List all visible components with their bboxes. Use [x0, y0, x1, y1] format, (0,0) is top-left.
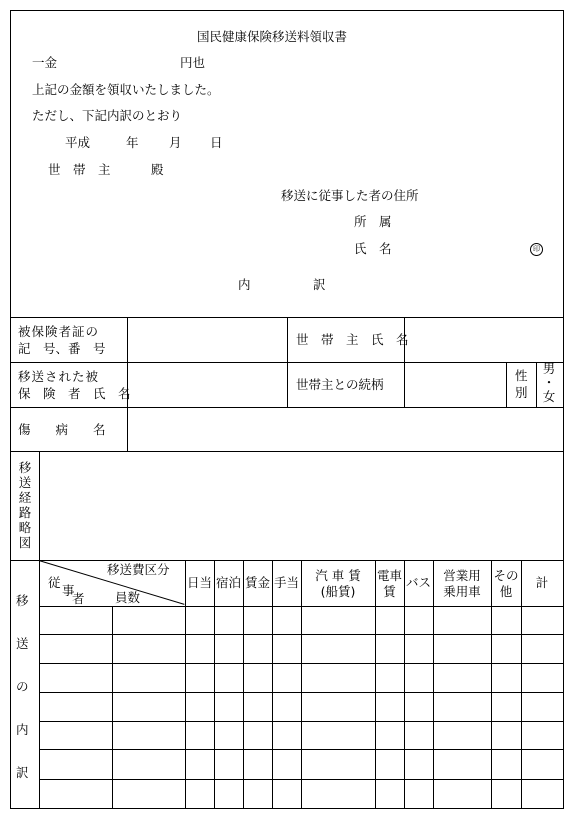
rule [272, 560, 273, 808]
col-header-daily-allowance: 日当 [186, 575, 212, 590]
insured-card-label: 被保険者証の [18, 324, 100, 339]
rule [536, 362, 537, 407]
col-header-allowance: 手当 [273, 575, 299, 590]
amount-suffix: 円也 [180, 55, 206, 70]
table-side-label: 送 [16, 636, 29, 651]
rule [521, 560, 522, 808]
table-side-label: 移 [16, 593, 29, 608]
rule [185, 560, 186, 808]
table-side-label: 訳 [16, 765, 29, 780]
seal-mark: 印 [530, 243, 543, 256]
sex-label: 性 [515, 368, 528, 383]
sex-option-female: 女 [542, 389, 556, 404]
route-map-char: 図 [18, 535, 32, 550]
affiliation-label: 所 属 [354, 214, 392, 229]
head-name-label: 世 帯 主 氏 名 [296, 332, 409, 347]
sex-label: 別 [515, 385, 528, 400]
col-header-bus: バス [405, 575, 431, 590]
breakdown-statement: ただし、下記内訳のとおり [32, 108, 183, 123]
date-era: 平成 [65, 135, 91, 150]
rule [506, 362, 507, 407]
amount-prefix: 一金 [32, 55, 58, 70]
rule [287, 317, 288, 407]
date-day: 日 [210, 135, 223, 150]
mover-address-label: 移送に従事した者の住所 [281, 188, 419, 203]
col-header-wages: 賃金 [244, 575, 270, 590]
corner-header-staff: 者 [72, 591, 85, 606]
moved-person-label: 保 険 者 氏 名 [18, 386, 131, 401]
rule [39, 560, 40, 808]
insured-card-label: 記 号、番 号 [18, 341, 106, 356]
household-head-label: 世 帯 主 [48, 162, 111, 177]
date-month: 月 [169, 135, 182, 150]
sex-option-separator: ・ [542, 375, 556, 390]
sex-option-male: 男 [542, 361, 556, 376]
col-header-other: 他 [499, 584, 513, 599]
col-header-lodging: 宿泊 [215, 575, 241, 590]
date-year: 年 [126, 135, 139, 150]
rule [214, 560, 215, 808]
received-statement: 上記の金額を領収いたしました。 [32, 82, 220, 97]
table-side-label: 内 [16, 722, 29, 737]
rule [404, 560, 405, 808]
route-map-char: 送 [18, 475, 32, 490]
rule [243, 560, 244, 808]
route-map-char: 路 [18, 505, 32, 520]
disease-label: 傷 病 名 [18, 422, 106, 437]
rule [39, 451, 40, 560]
receipt-form [10, 10, 564, 809]
corner-header-count: 員数 [115, 590, 141, 605]
breakdown-heading: 内 訳 [238, 277, 326, 292]
rule [404, 317, 405, 407]
rule [11, 560, 563, 561]
route-map-label [16, 460, 34, 550]
moved-person-label: 移送された被 [18, 369, 100, 384]
col-header-commercial-car: 乗用車 [443, 584, 481, 599]
rule [112, 606, 113, 808]
col-header-tram-fare: 電車 [376, 568, 402, 583]
sex-options [540, 362, 558, 404]
route-map-char: 経 [18, 490, 32, 505]
corner-header-staff: 事 [62, 583, 75, 598]
relation-label: 世帯主との続柄 [296, 377, 384, 392]
col-header-commercial-car: 営業用 [443, 568, 481, 583]
rule [11, 407, 563, 408]
col-header-tram-fare: 賃 [383, 584, 396, 599]
honorific: 殿 [151, 162, 164, 177]
route-map-char: 略 [18, 520, 32, 535]
table-side-label: の [16, 679, 29, 694]
corner-header-category: 移送費区分 [107, 562, 170, 577]
col-header-ship-fare: (船賃) [320, 584, 356, 599]
route-map-char: 移 [18, 460, 32, 475]
corner-header-staff: 従 [48, 575, 61, 590]
col-header-train-fare: 汽 車 賃 [315, 568, 361, 583]
rule [127, 317, 128, 451]
col-header-other: その [493, 568, 519, 583]
form-title: 国民健康保険移送料領収書 [197, 29, 348, 44]
col-header-total: 計 [535, 575, 549, 590]
name-label: 氏 名 [354, 241, 392, 256]
rule [11, 451, 563, 452]
